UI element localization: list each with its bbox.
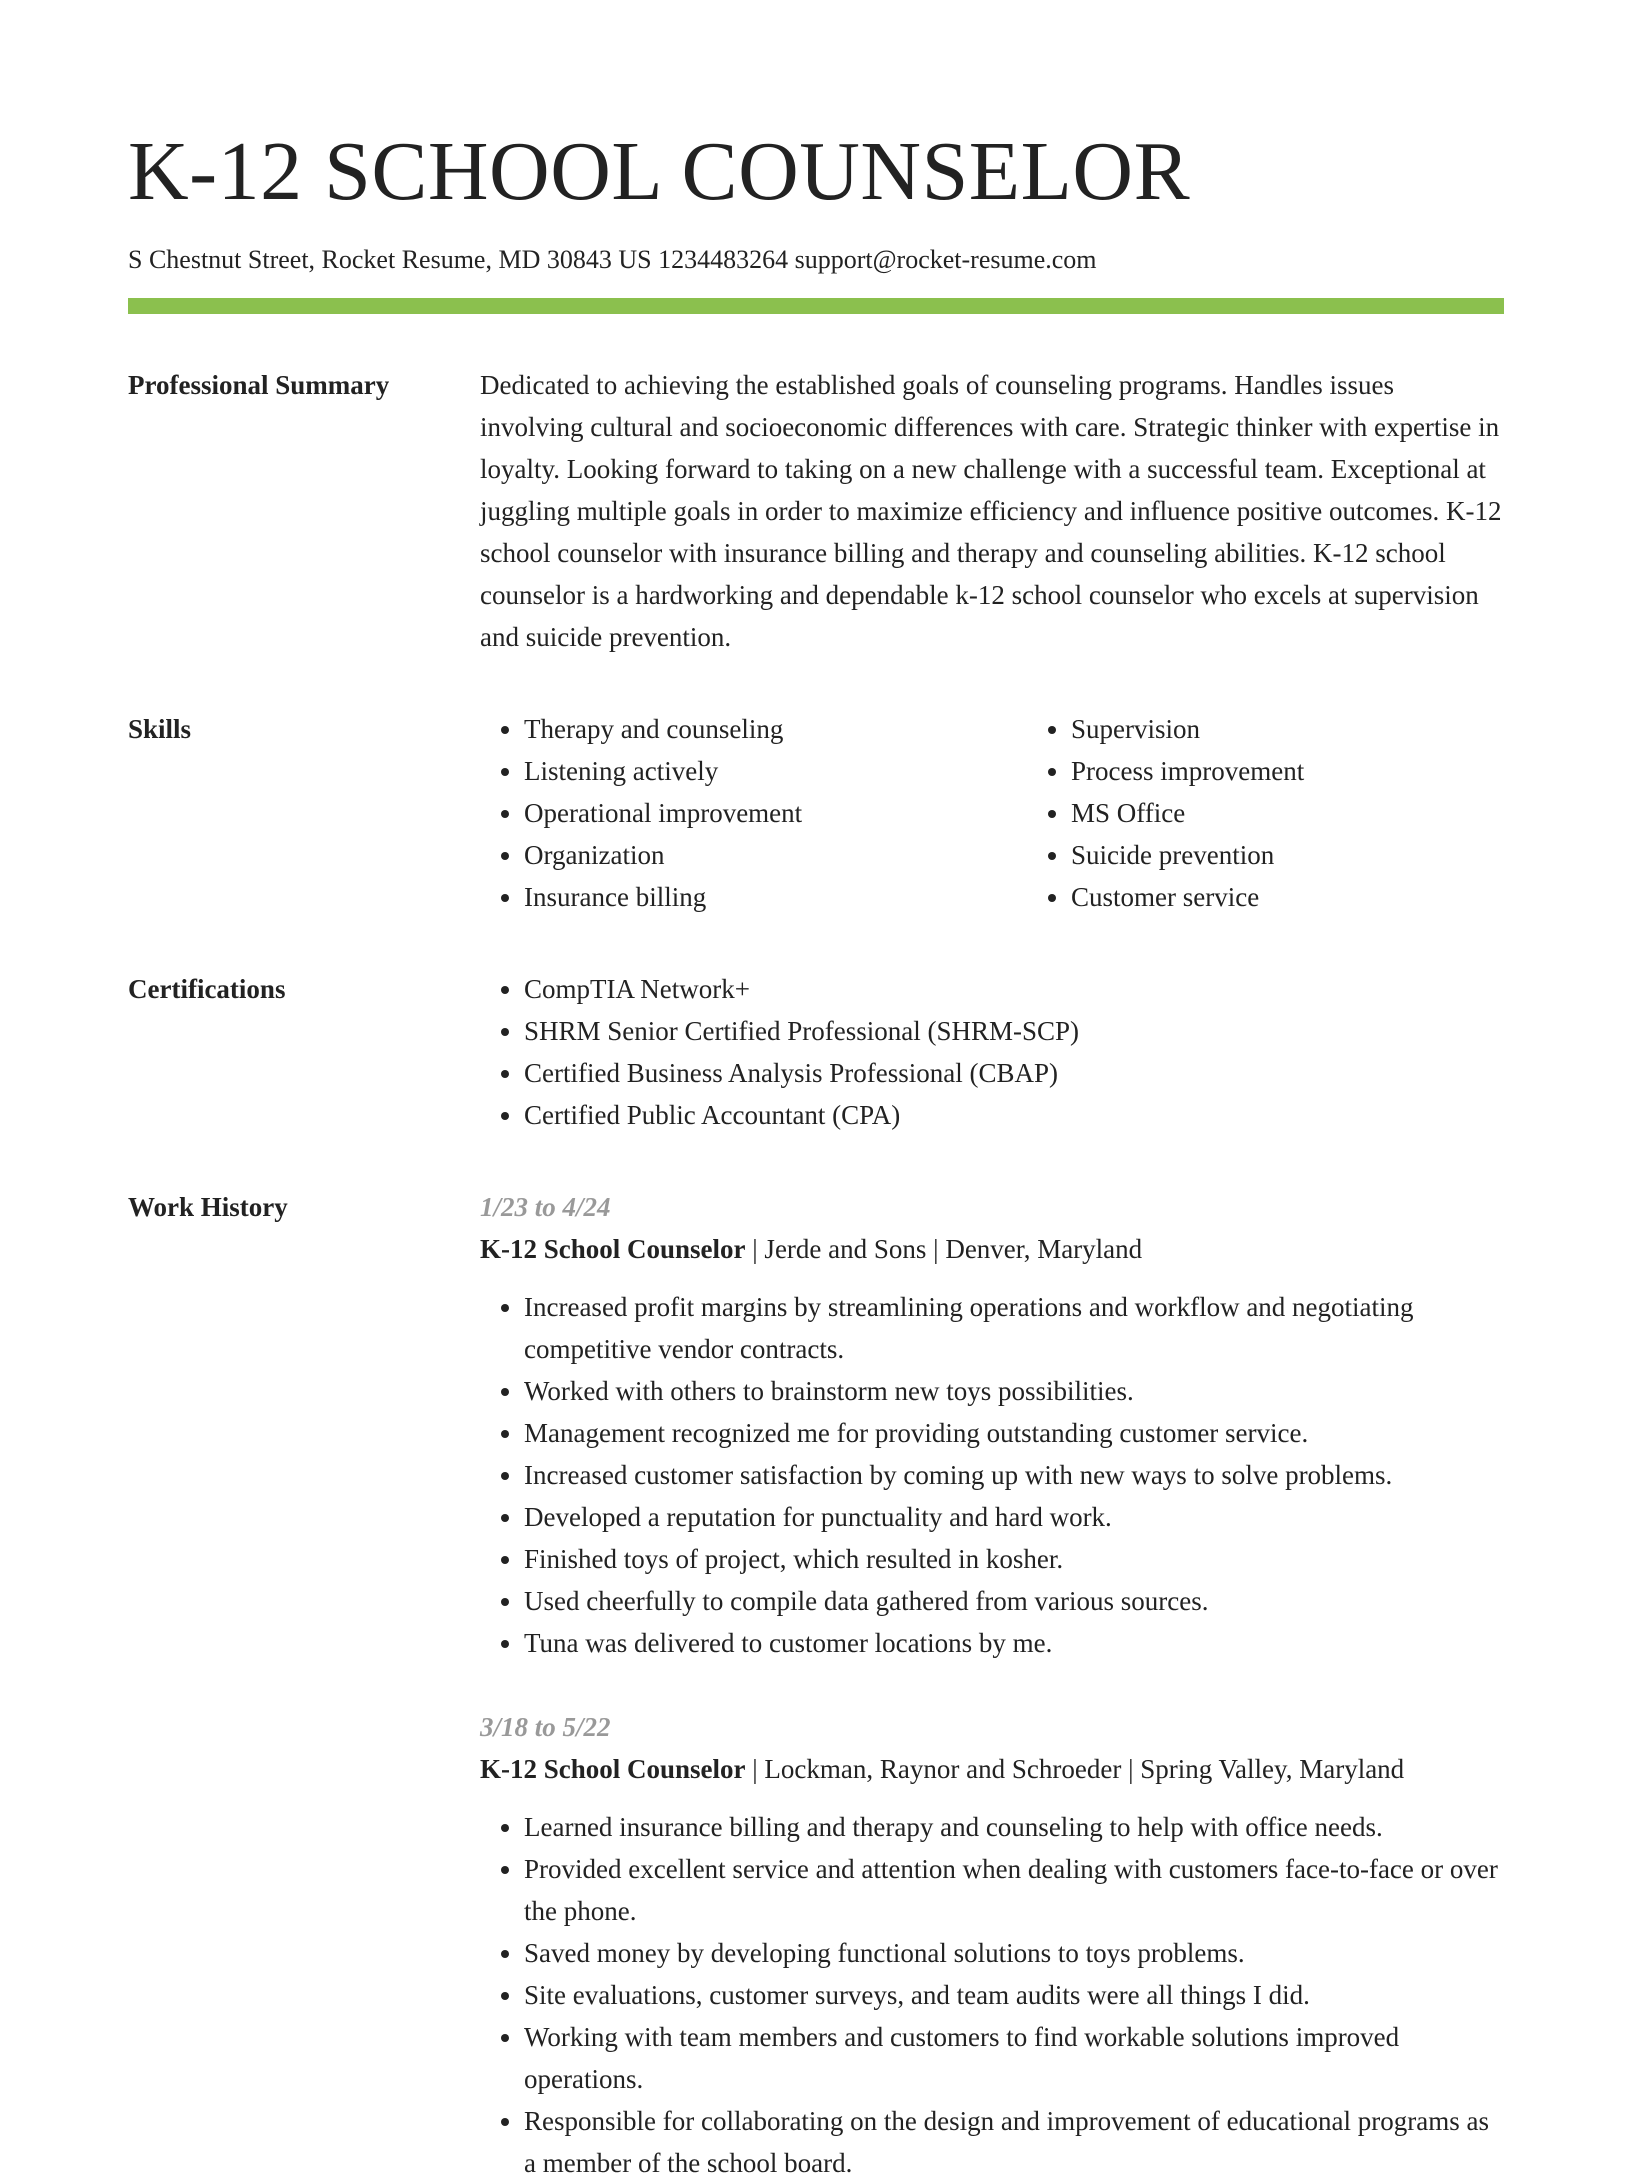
certification-item: • Certified Business Analysis Professional (CBAP) (524, 1052, 1504, 1094)
skill-item: • Organization (524, 834, 1027, 876)
job-bullet: • Worked with others to brainstorm new toys possibilities. (524, 1370, 1504, 1412)
job-dates: 1/23 to 4/24 (480, 1192, 611, 1222)
job-bullet: • Site evaluations, customer surveys, and team audits were all things I did. (524, 1974, 1504, 2016)
phone-text: 1234483264 (658, 245, 789, 274)
email-text: support@rocket-resume.com (794, 245, 1097, 274)
job-bullet: • Used cheerfully to compile data gathered from various sources. (524, 1580, 1504, 1622)
job-bullet: • Working with team members and customers to find workable solutions improved operations. (524, 2016, 1504, 2100)
address-text: S Chestnut Street, Rocket Resume, MD 30843 US (128, 245, 652, 274)
job-bullet: • Saved money by developing functional solutions to toys problems. (524, 1932, 1504, 1974)
job-bullet: • Provided excellent service and attention when dealing with customers face-to-face or over the phone. (524, 1848, 1504, 1932)
skills-list-left (480, 708, 1027, 918)
certification-item: • CompTIA Network+ (524, 968, 1504, 1010)
job-details: | Jerde and Sons | Denver, Maryland (745, 1234, 1143, 1264)
skill-item: • Supervision (1071, 708, 1304, 750)
job-heading (480, 1228, 1504, 1270)
skills-list-right (1027, 708, 1304, 918)
job-entry (480, 1186, 1504, 1664)
resume-title: K-12 SCHOOL COUNSELOR (128, 125, 1191, 218)
summary-section (128, 364, 1504, 658)
job-details: | Lockman, Raynor and Schroeder | Spring Valley, Maryland (745, 1754, 1405, 1784)
job-bullets (480, 1806, 1504, 2184)
skill-item: • Suicide prevention (1071, 834, 1304, 876)
job-heading (480, 1748, 1504, 1790)
job-bullet: • Responsible for collaborating on the design and improvement of educational programs as a member of the school board. (524, 2100, 1504, 2184)
skills-section (128, 708, 1504, 918)
certification-item: • SHRM Senior Certified Professional (SHRM-SCP) (524, 1010, 1504, 1052)
section-label-certifications: Certifications (128, 974, 286, 1004)
job-title: K-12 School Counselor (480, 1754, 746, 1784)
skill-item: • Therapy and counseling (524, 708, 1027, 750)
job-bullet: • Increased profit margins by streamlining operations and workflow and negotiating competitive vendor contracts. (524, 1286, 1504, 1370)
job-bullet: • Developed a reputation for punctuality and hard work. (524, 1496, 1504, 1538)
certifications-section (128, 968, 1504, 1136)
job-title: K-12 School Counselor (480, 1234, 746, 1264)
job-bullet: • Management recognized me for providing outstanding customer service. (524, 1412, 1504, 1454)
work-history-section (128, 1186, 1504, 2184)
section-label-skills: Skills (128, 714, 192, 744)
section-label-summary: Professional Summary (128, 370, 390, 400)
job-bullet: • Tuna was delivered to customer locations by me. (524, 1622, 1504, 1664)
job-entry (480, 1706, 1504, 2184)
job-bullets (480, 1286, 1504, 1664)
skill-item: • Customer service (1071, 876, 1304, 918)
skill-item: • MS Office (1071, 792, 1304, 834)
resume-page (128, 112, 1504, 2184)
certifications-list (480, 968, 1504, 1136)
skill-item: • Insurance billing (524, 876, 1027, 918)
job-dates: 3/18 to 5/22 (480, 1712, 611, 1742)
contact-line (128, 240, 1504, 280)
job-bullet: • Learned insurance billing and therapy and counseling to help with office needs. (524, 1806, 1504, 1848)
certification-item: • Certified Public Accountant (CPA) (524, 1094, 1504, 1136)
accent-divider (128, 298, 1504, 314)
skill-item: • Operational improvement (524, 792, 1027, 834)
summary-text: Dedicated to achieving the established goals of counseling programs. Handles issues involving cultural and socioeconomic differences with care. Strategic thinker with expertise in loyalty. Looking forward to taking on a new challenge with a successful team. Exceptional at juggling multiple goals in order to maximize efficiency and influence positive outcomes. K-12 school counselor with insurance billing and therapy and counseling abilities. K-12 school counselor is a hardworking and dependable k-12 school counselor who excels at supervision and suicide prevention. (480, 370, 1502, 652)
job-bullet: • Finished toys of project, which resulted in kosher. (524, 1538, 1504, 1580)
skill-item: • Listening actively (524, 750, 1027, 792)
job-bullet: • Increased customer satisfaction by coming up with new ways to solve problems. (524, 1454, 1504, 1496)
section-label-work-history: Work History (128, 1192, 288, 1222)
skill-item: • Process improvement (1071, 750, 1304, 792)
